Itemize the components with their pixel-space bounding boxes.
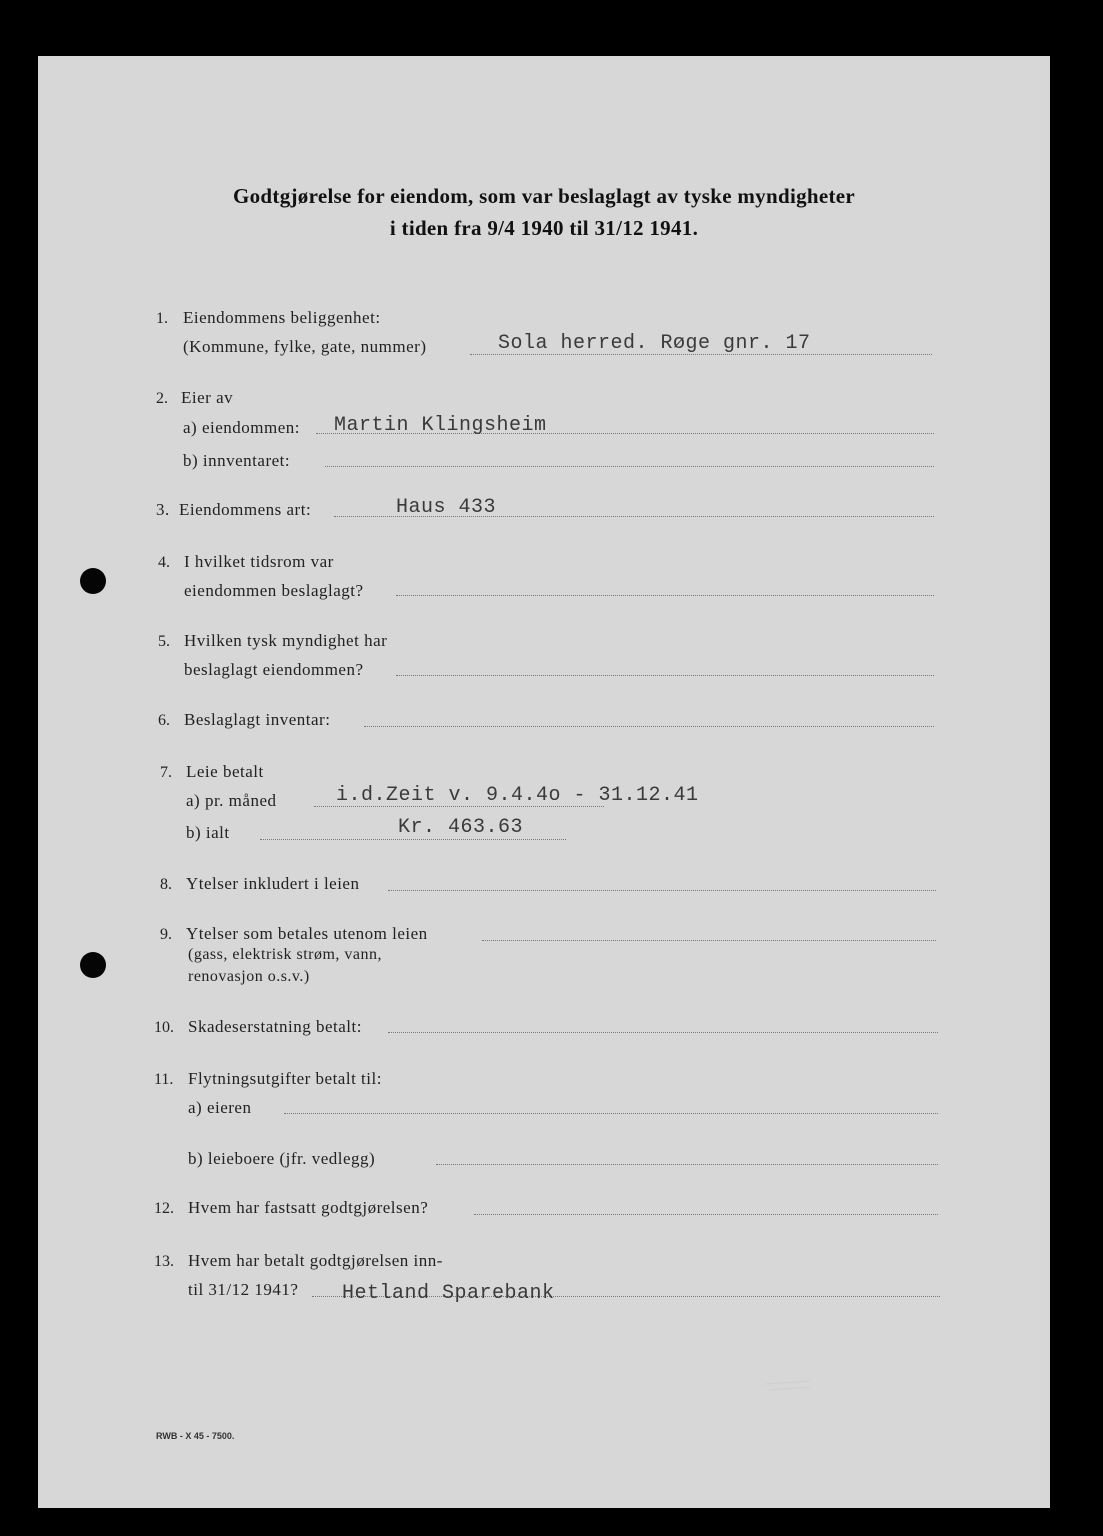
item-1-number: 1. xyxy=(156,310,168,327)
item-7b-dotted-line xyxy=(260,839,566,840)
item-11b-dotted-line xyxy=(436,1164,938,1165)
item-9-dotted-line xyxy=(482,940,936,941)
form-title-line-2: i tiden fra 9/4 1940 til 31/12 1941. xyxy=(389,216,699,240)
item-5-number: 5. xyxy=(158,633,170,650)
item-8-dotted-line xyxy=(388,890,936,891)
item-12-number: 12. xyxy=(154,1200,174,1217)
item-11b-label: b) leieboere (jfr. vedlegg) xyxy=(188,1149,376,1168)
form-title-line-1: Godtgjørelse for eiendom, som var beslaglagt av tyske myndigheter xyxy=(232,184,856,208)
item-1-value: Sola herred. Røge gnr. 17 xyxy=(498,332,811,355)
item-10-number: 10. xyxy=(154,1019,174,1036)
item-2a-label: a) eiendommen: xyxy=(183,418,300,437)
item-4-sublabel: eiendommen beslaglagt? xyxy=(184,581,364,600)
binder-hole xyxy=(80,568,106,594)
item-4-number: 4. xyxy=(158,554,170,571)
item-11-number: 11. xyxy=(154,1071,174,1088)
item-5-sublabel: beslaglagt eiendommen? xyxy=(184,660,364,679)
item-8-number: 8. xyxy=(160,876,172,893)
item-4-dotted-line xyxy=(396,595,934,596)
item-12-dotted-line xyxy=(474,1214,938,1215)
item-3-value: Haus 433 xyxy=(396,496,497,519)
item-7a-value: i.d.Zeit v. 9.4.4o - 31.12.41 xyxy=(336,784,699,807)
paper-scratch xyxy=(764,1380,810,1384)
item-10-label: Skadeserstatning betalt: xyxy=(188,1017,362,1036)
item-13-number: 13. xyxy=(154,1253,174,1270)
item-5-dotted-line xyxy=(396,675,934,676)
item-11a-label: a) eieren xyxy=(188,1098,252,1117)
item-6-number: 6. xyxy=(158,712,170,729)
item-9-number: 9. xyxy=(160,926,172,943)
item-7b-label: b) ialt xyxy=(186,823,230,842)
item-10-dotted-line xyxy=(388,1032,938,1033)
item-7-label: Leie betalt xyxy=(186,762,264,781)
item-11-label: Flytningsutgifter betalt til: xyxy=(188,1069,382,1088)
item-2b-dotted-line xyxy=(325,466,934,467)
item-3-label: Eiendommens art: xyxy=(179,500,312,519)
item-7-number: 7. xyxy=(160,764,172,781)
item-6-label: Beslaglagt inventar: xyxy=(184,710,331,729)
item-9-sublabel-1: (gass, elektrisk strøm, vann, xyxy=(188,946,383,963)
item-5-label: Hvilken tysk myndighet har xyxy=(184,631,388,650)
item-12-label: Hvem har fastsatt godtgjørelsen? xyxy=(188,1198,429,1217)
item-1-label: Eiendommens beliggenhet: xyxy=(183,308,381,327)
item-8-label: Ytelser inkludert i leien xyxy=(186,874,360,893)
binder-hole xyxy=(80,952,106,978)
item-2a-value: Martin Klingsheim xyxy=(334,414,547,437)
item-13-sublabel: til 31/12 1941? xyxy=(188,1280,299,1299)
item-9-sublabel-2: renovasjon o.s.v.) xyxy=(188,968,310,985)
item-6-dotted-line xyxy=(364,726,934,727)
item-7a-label: a) pr. måned xyxy=(186,791,277,810)
item-2-label: Eier av xyxy=(181,388,234,407)
print-code: RWB - X 45 - 7500. xyxy=(156,1431,235,1441)
item-2b-label: b) innventaret: xyxy=(183,451,291,470)
form-page xyxy=(38,56,1050,1508)
item-4-label: I hvilket tidsrom var xyxy=(184,552,334,571)
paper-scratch xyxy=(770,1387,810,1391)
item-13-label: Hvem har betalt godtgjørelsen inn- xyxy=(188,1251,443,1270)
item-2-number: 2. xyxy=(156,390,168,407)
item-1-sublabel: (Kommune, fylke, gate, nummer) xyxy=(183,337,427,356)
item-11a-dotted-line xyxy=(284,1113,938,1114)
item-13-value: Hetland Sparebank xyxy=(342,1282,555,1305)
item-7b-value: Kr. 463.63 xyxy=(398,816,524,839)
item-3-number: 3. xyxy=(156,500,170,519)
item-9-label: Ytelser som betales utenom leien xyxy=(186,924,428,943)
